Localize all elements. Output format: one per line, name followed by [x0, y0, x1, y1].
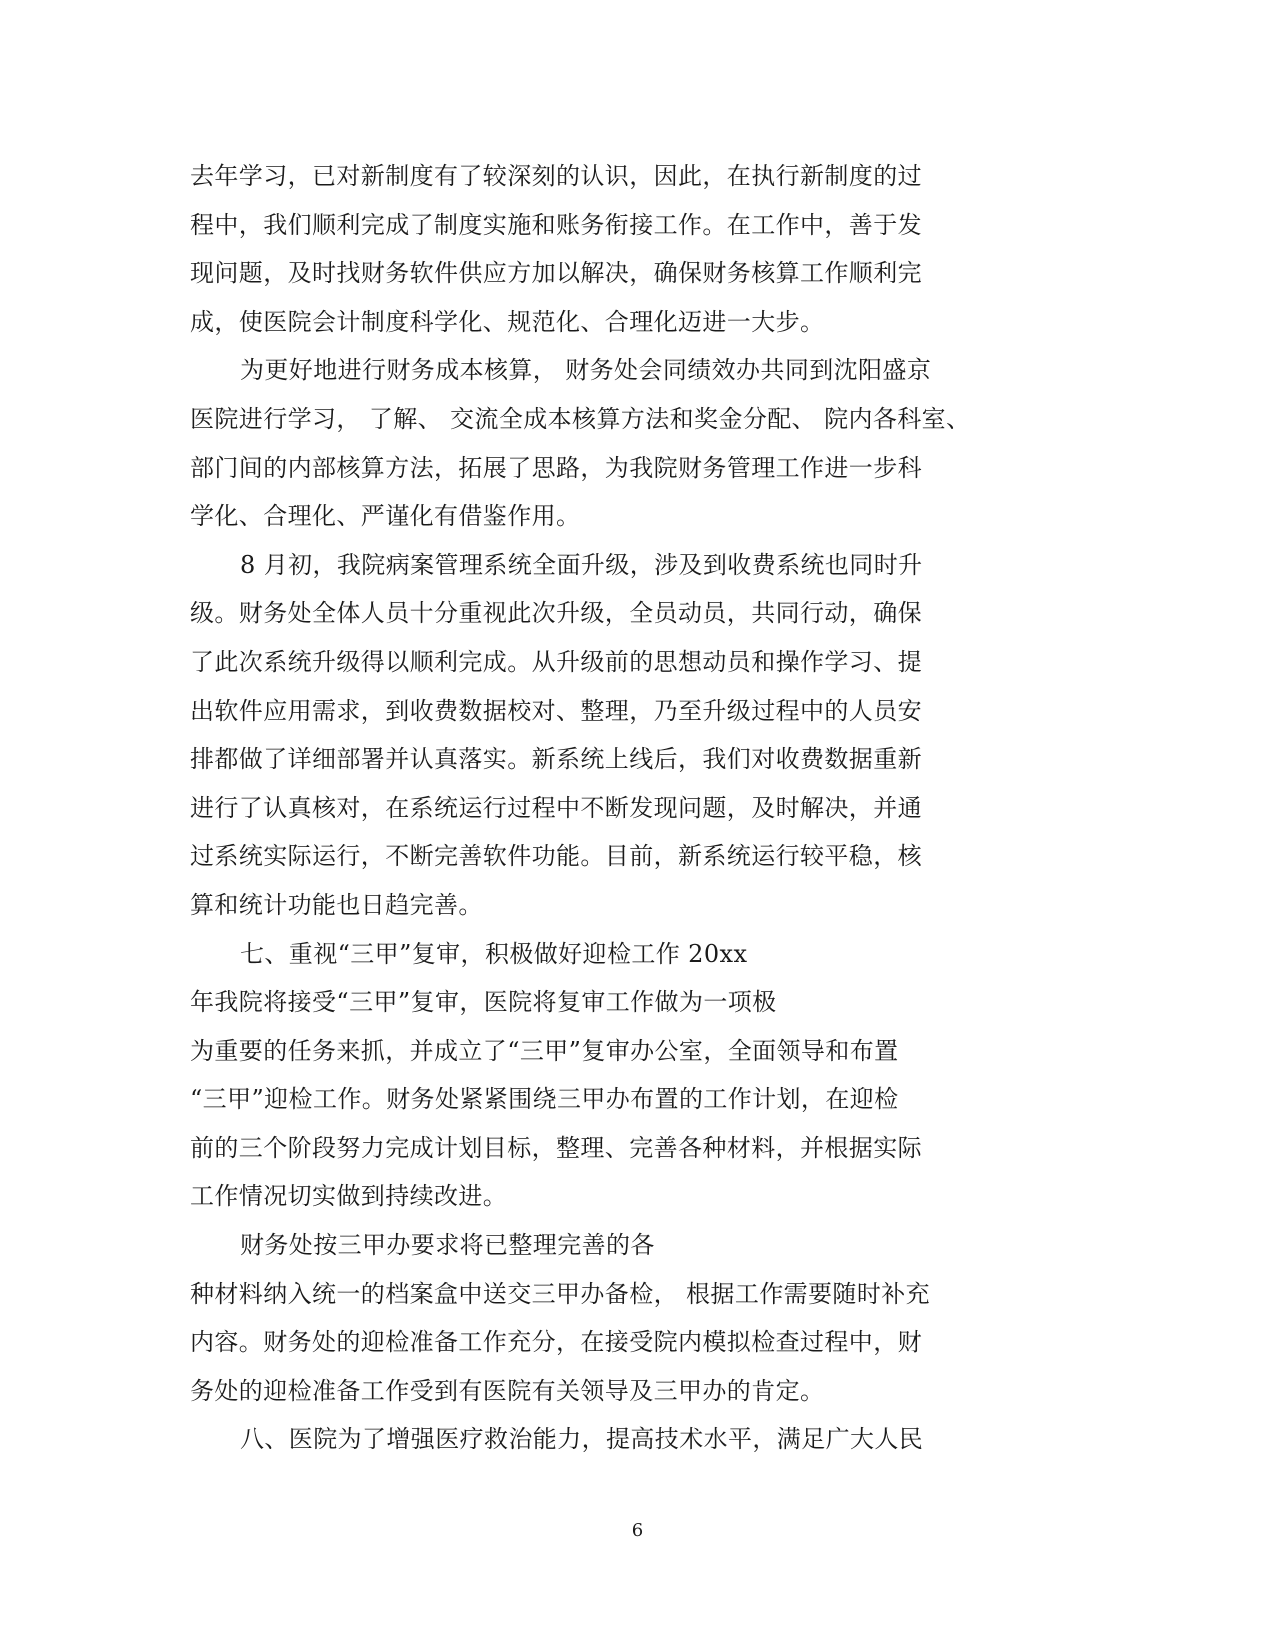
text-line: 8 月初，我院病案管理系统全面升级，涉及到收费系统也同时升 — [240, 550, 923, 579]
page-number: 6 — [631, 1520, 644, 1541]
section-heading-line: 八、医院为了增强医疗救治能力，提高技术水平，满足广大人民 — [240, 1425, 924, 1454]
text-line: 去年学习，已对新制度有了较深刻的认识，因此，在执行新制度的过 — [190, 162, 922, 190]
paragraph — [190, 1415, 980, 1464]
text-line: 内容。财务处的迎检准备工作充分，在接受院内模拟检查过程中，财 — [190, 1328, 922, 1357]
text-line: 务处的迎检准备工作受到有医院有关领导及三甲办的肯定。 — [190, 1376, 825, 1405]
text-line: 过系统实际运行，不断完善软件功能。目前，新系统运行较平稳，核 — [190, 842, 922, 871]
document-body — [190, 152, 980, 1464]
text-line: “三甲”迎检工作。财务处紧紧围绕三甲办布置的工作计划，在迎检 — [190, 1085, 899, 1114]
paragraph — [190, 930, 980, 1222]
text-line: 成，使医院会计制度科学化、规范化、合理化迈进一大步。 — [190, 307, 825, 336]
paragraph — [190, 1221, 980, 1415]
paragraph — [190, 541, 980, 930]
text-line: 为更好地进行财务成本核算， 财务处会同绩效办共同到沈阳盛京 — [240, 356, 932, 385]
paragraph — [190, 152, 980, 346]
text-line: 了此次系统升级得以顺利完成。从升级前的思想动员和操作学习、提 — [190, 647, 922, 676]
text-line: 财务处按三甲办要求将已整理完善的各 — [240, 1231, 655, 1260]
section-heading-line: 七、重视“三甲”复审，积极做好迎检工作 20xx — [240, 939, 748, 968]
text-line: 出软件应用需求，到收费数据校对、整理，乃至升级过程中的人员安 — [190, 696, 922, 725]
text-line: 医院进行学习， 了解、 交流全成本核算方法和奖金分配、 院内各科室、 — [190, 404, 971, 433]
text-line: 现问题，及时找财务软件供应方加以解决，确保财务核算工作顺利完 — [190, 259, 922, 288]
text-line: 种材料纳入统一的档案盒中送交三甲办备检， 根据工作需要随时补充 — [190, 1279, 931, 1308]
text-line: 为重要的任务来抓，并成立了“三甲”复审办公室，全面领导和布置 — [190, 1036, 899, 1065]
text-line: 部门间的内部核算方法，拓展了思路，为我院财务管理工作进一步科 — [190, 453, 922, 482]
text-line: 学化、合理化、严谨化有借鉴作用。 — [190, 502, 581, 531]
text-line: 进行了认真核对，在系统运行过程中不断发现问题，及时解决，并通 — [190, 793, 922, 822]
text-line: 年我院将接受“三甲”复审，医院将复审工作做为一项极 — [190, 988, 777, 1017]
text-line: 程中，我们顺利完成了制度实施和账务衔接工作。在工作中，善于发 — [190, 210, 922, 239]
text-line: 排都做了详细部署并认真落实。新系统上线后，我们对收费数据重新 — [190, 745, 922, 774]
paragraph — [190, 346, 980, 540]
text-line: 级。财务处全体人员十分重视此次升级，全员动员，共同行动，确保 — [190, 599, 922, 628]
text-line: 算和统计功能也日趋完善。 — [190, 890, 483, 919]
text-line: 工作情况切实做到持续改进。 — [190, 1182, 508, 1211]
text-line: 前的三个阶段努力完成计划目标，整理、完善各种材料，并根据实际 — [190, 1133, 922, 1162]
